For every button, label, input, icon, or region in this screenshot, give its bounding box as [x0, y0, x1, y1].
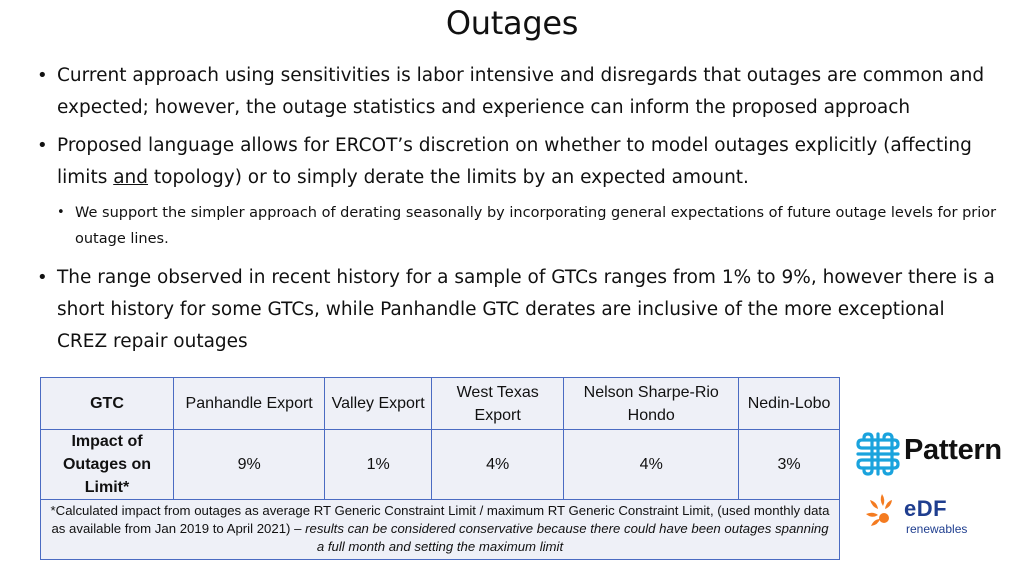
table-note-row — [41, 500, 840, 560]
slide-title: Outages — [445, 4, 579, 42]
table-value-row — [41, 430, 840, 500]
pattern-wordmark: Pattern — [904, 434, 1002, 466]
header-col-2: Valley Export — [325, 378, 432, 430]
header-gtc: GTC — [41, 378, 174, 430]
value-col-5: 3% — [739, 430, 840, 500]
subbullet-derating: • We support the simpler approach of derating seasonally by incorporating general expectations of future outage levels for prior outage lines. — [57, 200, 997, 252]
value-col-1: 9% — [174, 430, 325, 500]
bullet-proposed-language — [37, 130, 997, 194]
header-col-1: Panhandle Export — [174, 378, 325, 430]
row-label-impact: Impact of Outages on Limit* — [41, 430, 174, 500]
edf-renewables-text: renewables — [906, 522, 968, 536]
edf-renewables-logo — [864, 490, 974, 540]
value-col-2: 1% — [325, 430, 432, 500]
footnote-italic: results can be considered conservative because there could have been outages spanning a full month and setting the maximum limit — [305, 521, 829, 554]
edf-sun-icon — [864, 492, 902, 532]
table-header-row — [41, 378, 840, 430]
value-col-3: 4% — [432, 430, 564, 500]
pattern-logo — [856, 430, 1006, 478]
bullet-proposed-text-1: Proposed language allows for ERCOT’s discretion on whether to model outages explicitly (affecting limits — [57, 135, 972, 188]
bullet-sensitivities: • Current approach using sensitivities is labor intensive and disregards that outages are common and expected; however, the outage statistics and experience can inform the proposed approach — [37, 60, 997, 124]
header-col-5: Nedin-Lobo — [739, 378, 840, 430]
header-col-3: West Texas Export — [432, 378, 564, 430]
header-col-4: Nelson Sharpe-Rio Hondo — [564, 378, 739, 430]
edf-wordmark: eDF — [904, 496, 948, 521]
bullet-proposed-text-2: topology) or to simply derate the limits by an expected amount. — [148, 167, 749, 188]
pattern-knot-icon — [856, 432, 900, 476]
gtc-impact-table — [40, 377, 840, 560]
bullet-list — [37, 60, 997, 364]
footnote-plain: *Calculated impact from outages as average RT Generic Constraint Limit / maximum RT Generic Constraint Limit, (used monthly data as available from Jan 2019 to April 2021) – — [50, 503, 830, 536]
bullet-proposed-underlined: and — [113, 167, 149, 188]
table-footnote — [41, 500, 840, 560]
value-col-4: 4% — [564, 430, 739, 500]
bullet-range: • The range observed in recent history for a sample of GTCs ranges from 1% to 9%, however there is a short history for some GTCs, while Panhandle GTC derates are inclusive of the more exceptional CREZ repair outages — [37, 262, 997, 358]
